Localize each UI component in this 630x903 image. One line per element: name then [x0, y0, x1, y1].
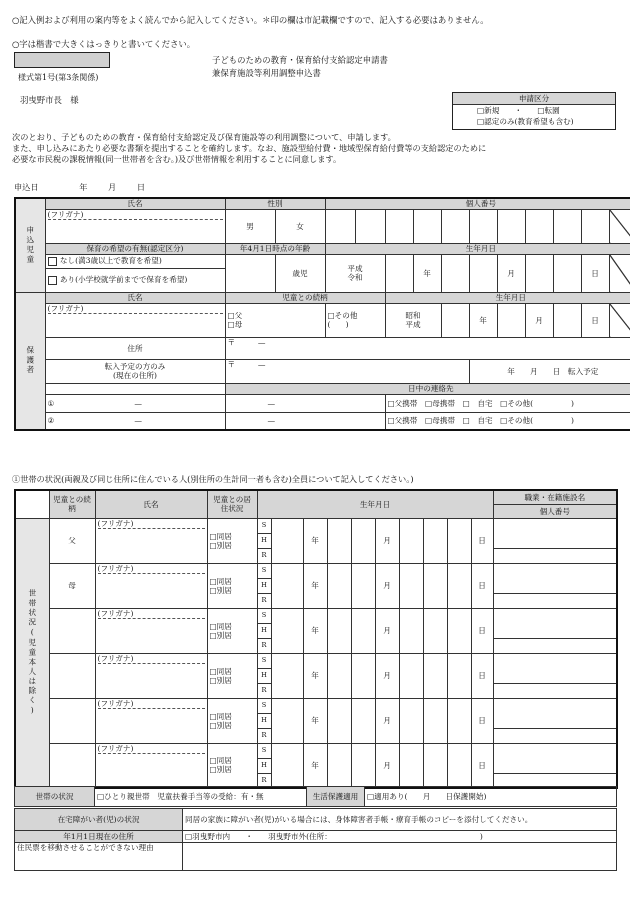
member-birth-month-field[interactable]: [351, 743, 375, 788]
child-name-field[interactable]: [45, 209, 225, 243]
member-birth-month-field[interactable]: [351, 653, 375, 698]
member-furigana-label: (フリガナ): [98, 654, 205, 664]
disabled-label: 在宅障がい者(児)の状況: [15, 809, 183, 831]
moving-label-line2: (現在の住所): [113, 371, 157, 380]
instruction-note-1: ○記入例および利用の案内等をよく読んでから記入してください。＊印の欄は市記載欄ですので、記入する必要はありません。: [12, 15, 489, 25]
member-birth-day-field[interactable]: [447, 518, 471, 563]
contact-1-phone[interactable]: [45, 394, 225, 412]
member-era-option[interactable]: H: [257, 623, 271, 638]
member-era-option[interactable]: H: [257, 578, 271, 593]
contact-spacer: [45, 383, 225, 394]
guardian-birth-month-field[interactable]: [497, 303, 525, 337]
guardian-address-field[interactable]: 〒 —: [225, 337, 630, 359]
checkbox-icon: [48, 257, 57, 266]
moving-address-label: [45, 359, 225, 383]
child-my-number-digit[interactable]: [355, 209, 385, 243]
application-date-label: 申込日: [14, 182, 39, 192]
welfare-field[interactable]: □適用あり( 月 日保護開始): [365, 787, 617, 807]
age-unit: 歳児: [275, 254, 325, 292]
member-birth-day-field[interactable]: [423, 518, 447, 563]
child-my-number-header: 個人番号: [325, 198, 630, 209]
household-job-header: 職業・在籍施設名: [493, 490, 617, 504]
member-residence-separate: □別居: [209, 765, 232, 775]
contact-2-phone[interactable]: [45, 412, 225, 430]
member-mynumber-field[interactable]: [493, 593, 617, 608]
age-header: 年4月1日時点の年齢: [225, 243, 325, 254]
member-residence-separate: □別居: [209, 630, 232, 640]
member-birth-day-field[interactable]: [423, 653, 447, 698]
member-era-option[interactable]: S: [257, 653, 271, 668]
addressee: 羽曳野市長 様: [20, 95, 79, 105]
guardian-birth-day-label: 日: [581, 303, 609, 337]
application-date-month: 月: [108, 182, 117, 192]
member-birth-year-field[interactable]: [271, 518, 303, 563]
member-era-option[interactable]: R: [257, 683, 271, 698]
household-birth-header: 生年月日: [257, 490, 493, 518]
member-job-field[interactable]: [493, 563, 617, 593]
instruction-note-2: ○字は楷書で大きくはっきりと書いてください。: [12, 39, 196, 49]
intro-line-2: また、申し込みにあたり必要な書類を提出することを確約します。なお、施設型給付費・地域型保育給付費等の支給認定のために: [12, 143, 487, 153]
member-residence[interactable]: [207, 563, 257, 608]
member-name-field[interactable]: [95, 653, 207, 698]
guardian-era-showa: 昭和: [405, 311, 421, 320]
guardian-birth-month-label: 月: [525, 303, 553, 337]
member-job-field[interactable]: [493, 743, 617, 773]
contact-header: 日中の連絡先: [225, 383, 630, 394]
member-birth-month-field[interactable]: [327, 518, 351, 563]
child-my-number-digit[interactable]: [497, 209, 525, 243]
member-era-option[interactable]: S: [257, 698, 271, 713]
checkbox-icon: [48, 276, 57, 285]
member-birth-day-field[interactable]: [399, 608, 423, 653]
application-type-box: [452, 92, 616, 130]
guardian-era-heisei: 平成: [405, 320, 421, 329]
guardian-birth-year-field[interactable]: [441, 303, 469, 337]
member-job-field[interactable]: [493, 518, 617, 548]
welfare-label: 生活保護適用: [307, 787, 365, 807]
member-birth-day-field[interactable]: [447, 608, 471, 653]
contact-2-dash-2: —: [267, 416, 276, 426]
child-my-number-digit[interactable]: [413, 209, 441, 243]
member-birth-day-label: 日: [471, 608, 493, 653]
member-residence[interactable]: [207, 608, 257, 653]
member-birth-day-field[interactable]: [423, 563, 447, 608]
member-residence-separate: □別居: [209, 585, 232, 595]
guardian-era-field[interactable]: [385, 303, 441, 337]
intro-text: [12, 132, 486, 165]
child-birth-month-field[interactable]: [469, 254, 497, 292]
member-residence-separate: □別居: [209, 720, 232, 730]
form-title-2: 兼保育施設等利用調整申込書: [212, 68, 321, 78]
member-birth-day-field[interactable]: [399, 743, 423, 788]
guardian-address-label: 住所: [45, 337, 225, 359]
application-type-cert-only[interactable]: □認定のみ(教育希望も含む): [477, 117, 574, 126]
member-birth-day-label: 日: [471, 743, 493, 788]
member-job-field[interactable]: [493, 608, 617, 638]
member-residence-same: □同居: [209, 621, 232, 631]
guardian-relation-other[interactable]: [325, 303, 385, 337]
intro-line-3: 必要な市民税の課税情報(同一世帯者を含む。)及び世帯情報を利用することに同意します。: [12, 154, 342, 164]
member-mynumber-field[interactable]: [493, 683, 617, 698]
guardian-relation-father: □父: [227, 311, 243, 320]
member-birth-day-field[interactable]: [399, 563, 423, 608]
member-birth-month-field[interactable]: [327, 653, 351, 698]
household-status-label: 世帯の状況: [15, 787, 95, 807]
member-birth-year-field[interactable]: [271, 653, 303, 698]
contact-1-label: ①: [47, 398, 55, 408]
child-furigana-label: (フリガナ): [48, 210, 223, 220]
member-birth-day-field[interactable]: [447, 653, 471, 698]
member-name-field[interactable]: [95, 608, 207, 653]
member-birth-year-label: 年: [303, 743, 327, 788]
member-birth-day-field[interactable]: [447, 563, 471, 608]
member-residence-same: □同居: [209, 531, 232, 541]
contact-2-dash: —: [134, 416, 142, 426]
member-birth-month-label: 月: [375, 743, 399, 788]
contact-2-phone-rest[interactable]: [225, 412, 385, 430]
member-birth-year-field[interactable]: [271, 563, 303, 608]
guardian-birth-day-field[interactable]: [553, 303, 581, 337]
moving-label-line1: 転入予定の方のみ: [104, 362, 166, 371]
member-birth-day-field[interactable]: [423, 743, 447, 788]
member-residence-same: □同居: [209, 576, 232, 586]
child-era-field[interactable]: [325, 254, 385, 292]
contact-1-type[interactable]: □父携帯 □母携帯 □ 自宅 □その他( ): [385, 394, 630, 412]
member-era-option[interactable]: R: [257, 638, 271, 653]
member-mynumber-field[interactable]: [493, 728, 617, 743]
member-era-option[interactable]: R: [257, 728, 271, 743]
guardian-name-field[interactable]: [45, 303, 225, 337]
member-birth-month-field[interactable]: [327, 698, 351, 743]
member-residence[interactable]: [207, 518, 257, 563]
child-my-number-digit[interactable]: [553, 209, 581, 243]
member-birth-month-field[interactable]: [351, 518, 375, 563]
member-relation[interactable]: 母: [49, 563, 95, 608]
member-furigana-label: (フリガナ): [98, 609, 205, 619]
child-era-heisei: 平成: [347, 264, 363, 273]
age-field[interactable]: [225, 254, 275, 292]
member-residence-same: □同居: [209, 756, 232, 766]
child-guardian-table: [14, 197, 630, 431]
contact-1-phone-rest[interactable]: [225, 394, 385, 412]
member-residence[interactable]: [207, 743, 257, 788]
child-birth-day-field[interactable]: [525, 254, 553, 292]
office-use-box: [14, 52, 110, 68]
household-side-label: 世帯状況(児童本人は除く): [15, 518, 49, 788]
application-type-new-transfer[interactable]: □新規 ・ □転園: [477, 106, 560, 115]
guardian-name-header: 氏名: [45, 292, 225, 303]
member-mynumber-field[interactable]: [493, 638, 617, 653]
contact-1-dash: —: [134, 398, 142, 408]
member-relation[interactable]: 父: [49, 518, 95, 563]
member-era-option[interactable]: R: [257, 773, 271, 788]
member-era-option[interactable]: S: [257, 518, 271, 533]
member-furigana-label: (フリガナ): [98, 564, 205, 574]
child-birth-year-field[interactable]: [385, 254, 413, 292]
member-birth-day-field[interactable]: [423, 608, 447, 653]
household-residence-header: 児童との居住状況: [207, 490, 257, 518]
moving-date-field[interactable]: 年 月 日 転入予定: [469, 359, 630, 383]
guardian-relation-other-label: □その他: [327, 311, 358, 320]
contact-2-label: ②: [47, 416, 55, 426]
child-birth-month-label: 月: [497, 254, 525, 292]
guardian-birth-unused: [609, 303, 630, 337]
guardian-side-label: 保護者: [15, 292, 45, 430]
household-name-header: 氏名: [95, 490, 207, 518]
care-option-yes[interactable]: [45, 268, 225, 292]
member-birth-month-label: 月: [375, 653, 399, 698]
member-birth-day-field[interactable]: [399, 698, 423, 743]
contact-1-dash-2: —: [267, 398, 276, 408]
member-name-field[interactable]: [95, 518, 207, 563]
member-era-option[interactable]: S: [257, 743, 271, 758]
cannot-move-reason-label: 住民票を移動させることができない理由: [15, 843, 183, 871]
care-wish-header: 保育の希望の有無(認定区分): [45, 243, 225, 254]
guardian-relation-other-paren: ( ): [327, 320, 349, 329]
member-era-option[interactable]: H: [257, 758, 271, 773]
member-birth-day-field[interactable]: [399, 518, 423, 563]
member-birth-day-label: 日: [471, 653, 493, 698]
child-gender-female[interactable]: 女: [275, 209, 325, 243]
guardian-relation-header: 児童との続柄: [225, 292, 385, 303]
cannot-move-reason-field[interactable]: [183, 843, 617, 871]
guardian-birth-year-label: 年: [469, 303, 497, 337]
application-date-day: 日: [136, 182, 146, 192]
member-birth-year-label: 年: [303, 563, 327, 608]
household-mynumber-header: 個人番号: [493, 504, 617, 518]
jan1-address-label: 年1月1日現在の住所: [15, 831, 183, 843]
member-birth-year-field[interactable]: [271, 608, 303, 653]
member-birth-month-field[interactable]: [351, 698, 375, 743]
child-side-label: 申込児童: [15, 198, 45, 292]
member-furigana-label: (フリガナ): [98, 519, 205, 529]
member-birth-month-field[interactable]: [327, 743, 351, 788]
member-era-option[interactable]: H: [257, 668, 271, 683]
child-my-number-digit[interactable]: [525, 209, 553, 243]
guardian-furigana-label: (フリガナ): [48, 304, 223, 314]
member-furigana-label: (フリガナ): [98, 699, 205, 709]
member-era-option[interactable]: H: [257, 533, 271, 548]
member-era-option[interactable]: R: [257, 548, 271, 563]
guardian-birth-header: 生年月日: [385, 292, 630, 303]
member-birth-day-label: 日: [471, 698, 493, 743]
member-era-option[interactable]: S: [257, 563, 271, 578]
child-birth-year-label: 年: [413, 254, 441, 292]
member-birth-month-field[interactable]: [327, 563, 351, 608]
child-birth-day-field[interactable]: [553, 254, 581, 292]
member-relation[interactable]: [49, 653, 95, 698]
member-residence-separate: □別居: [209, 675, 232, 685]
member-birth-month-label: 月: [375, 563, 399, 608]
member-birth-month-field[interactable]: [351, 563, 375, 608]
member-birth-year-field[interactable]: [271, 698, 303, 743]
child-name-header: 氏名: [45, 198, 225, 209]
member-birth-day-field[interactable]: [423, 698, 447, 743]
member-residence-separate: □別居: [209, 540, 232, 550]
member-relation[interactable]: [49, 608, 95, 653]
member-era-option[interactable]: S: [257, 608, 271, 623]
member-era-option[interactable]: H: [257, 713, 271, 728]
member-birth-month-field[interactable]: [327, 608, 351, 653]
form-title-1: 子どものための教育・保育給付支給認定申請書: [212, 55, 388, 65]
care-option-none-label: なし(満3歳以上で教育を希望): [59, 256, 162, 266]
application-date: [14, 182, 145, 193]
form-style-number: 様式第1号(第3条関係): [18, 73, 99, 82]
household-relation-header: 児童との続柄: [49, 490, 95, 518]
guardian-relation-parent[interactable]: [225, 303, 325, 337]
child-my-number-unused: [609, 209, 630, 243]
disability-table: [14, 808, 617, 871]
member-job-field[interactable]: [493, 653, 617, 683]
child-my-number-digit[interactable]: [581, 209, 609, 243]
child-gender-male[interactable]: 男: [225, 209, 275, 243]
member-birth-year-label: 年: [303, 698, 327, 743]
member-mynumber-field[interactable]: [493, 548, 617, 563]
application-date-year: 年: [79, 182, 88, 192]
member-birth-day-field[interactable]: [447, 698, 471, 743]
member-birth-month-label: 月: [375, 518, 399, 563]
member-relation[interactable]: [49, 698, 95, 743]
member-birth-year-label: 年: [303, 653, 327, 698]
intro-line-1: 次のとおり、子どものための教育・保育給付支給認定及び保育施設等の利用調整について、申請します。: [12, 132, 396, 142]
household-title: ①世帯の状況(両親及び同じ住所に住んでいる人(別住所の生計同一者も含む)全員について記入してください。): [12, 474, 414, 484]
child-my-number-digit[interactable]: [441, 209, 469, 243]
member-relation[interactable]: [49, 743, 95, 788]
member-era-option[interactable]: R: [257, 593, 271, 608]
member-name-field[interactable]: [95, 743, 207, 788]
child-birth-unused: [609, 254, 630, 292]
application-type-header: 申請区分: [453, 93, 615, 105]
member-residence[interactable]: [207, 653, 257, 698]
member-birth-month-label: 月: [375, 608, 399, 653]
care-option-yes-label: あり(小学校就学前までで保育を希望): [59, 275, 188, 285]
member-birth-year-label: 年: [303, 608, 327, 653]
contact-2-type[interactable]: □父携帯 □母携帯 □ 自宅 □その他( ): [385, 412, 630, 430]
member-birth-day-label: 日: [471, 563, 493, 608]
member-job-field[interactable]: [493, 698, 617, 728]
member-birth-day-field[interactable]: [399, 653, 423, 698]
member-birth-year-field[interactable]: [271, 743, 303, 788]
care-option-none[interactable]: [45, 254, 225, 268]
member-residence-same: □同居: [209, 666, 232, 676]
household-table: [14, 489, 618, 789]
guardian-relation-mother: □母: [227, 320, 243, 329]
child-birth-day-label: 日: [581, 254, 609, 292]
member-birth-day-label: 日: [471, 518, 493, 563]
member-residence-same: □同居: [209, 711, 232, 721]
child-my-number-digit[interactable]: [385, 209, 413, 243]
disabled-note: 同居の家族に障がい者(児)がいる場合には、身体障害者手帳・療育手帳のコピーを添付してください。: [183, 809, 617, 831]
household-corner: [15, 490, 49, 518]
member-name-field[interactable]: [95, 563, 207, 608]
member-name-field[interactable]: [95, 698, 207, 743]
member-birth-day-field[interactable]: [447, 743, 471, 788]
member-birth-month-field[interactable]: [351, 608, 375, 653]
moving-address-field[interactable]: 〒 —: [225, 359, 469, 383]
member-birth-month-label: 月: [375, 698, 399, 743]
child-birth-month-field[interactable]: [441, 254, 469, 292]
child-my-number-digit[interactable]: [325, 209, 355, 243]
child-my-number-digit[interactable]: [469, 209, 497, 243]
child-era-reiwa: 令和: [347, 273, 363, 282]
child-birth-header: 生年月日: [325, 243, 630, 254]
household-footer-table: [14, 786, 617, 807]
jan1-address-field[interactable]: □羽曳野市内 ・ 羽曳野市外(住所： ): [183, 831, 617, 843]
member-birth-year-label: 年: [303, 518, 327, 563]
member-furigana-label: (フリガナ): [98, 744, 205, 754]
household-status-field[interactable]: □ひとり親世帯 児童扶養手当等の受給：有・無: [95, 787, 307, 807]
member-residence[interactable]: [207, 698, 257, 743]
child-gender-header: 性別: [225, 198, 325, 209]
